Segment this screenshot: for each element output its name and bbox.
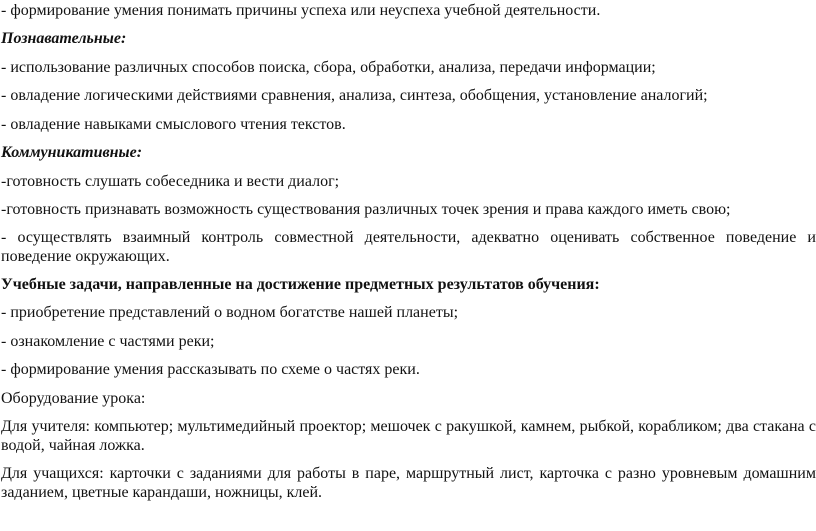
paragraph-task-1: - приобретение представлений о водном богатстве нашей планеты; (1, 304, 459, 321)
paragraph-task-2: - ознакомление с частями реки; (1, 333, 215, 350)
paragraph-communicative-1: -готовность слушать собеседника и вести диалог; (1, 173, 340, 190)
paragraph-teacher-equipment: Для учителя: компьютер; мультимедийный проектор; мешочек с ракушкой, камнем, рыбкой, корабликом; два стакана с водой, чайная ложка. (1, 418, 816, 454)
heading-cognitive: Познавательные: (1, 30, 127, 47)
paragraph-communicative-3: - осуществлять взаимный контроль совместной деятельности, адекватно оценивать собственное поведение и поведение окружающих. (1, 229, 816, 265)
paragraph-communicative-2: -готовность признавать возможность существования различных точек зрения и права каждого иметь свою; (1, 201, 731, 218)
heading-communicative: Коммуникативные: (1, 144, 143, 161)
paragraph-cognitive-3: - овладение навыками смыслового чтения текстов. (1, 116, 346, 133)
paragraph-cognitive-1: - использование различных способов поиска, сбора, обработки, анализа, передачи информации; (1, 59, 656, 76)
paragraph-cognitive-2: - овладение логическими действиями сравнения, анализа, синтеза, обобщения, установление аналогий; (1, 87, 708, 104)
heading-lesson-equipment: Оборудование урока: (1, 390, 146, 407)
paragraph-regulatory-skill: - формирование умения понимать причины успеха или неуспеха учебной деятельности. (1, 2, 601, 19)
paragraph-student-equipment: Для учащихся: карточки с заданиями для работы в паре, маршрутный лист, карточка с разно уровневым домашним заданием, цветные карандаши, ножницы, клей. (1, 465, 816, 501)
heading-learning-tasks: Учебные задачи, направленные на достижение предметных результатов обучения: (1, 276, 600, 293)
paragraph-task-3: - формирование умения рассказывать по схеме о частях реки. (1, 361, 420, 378)
